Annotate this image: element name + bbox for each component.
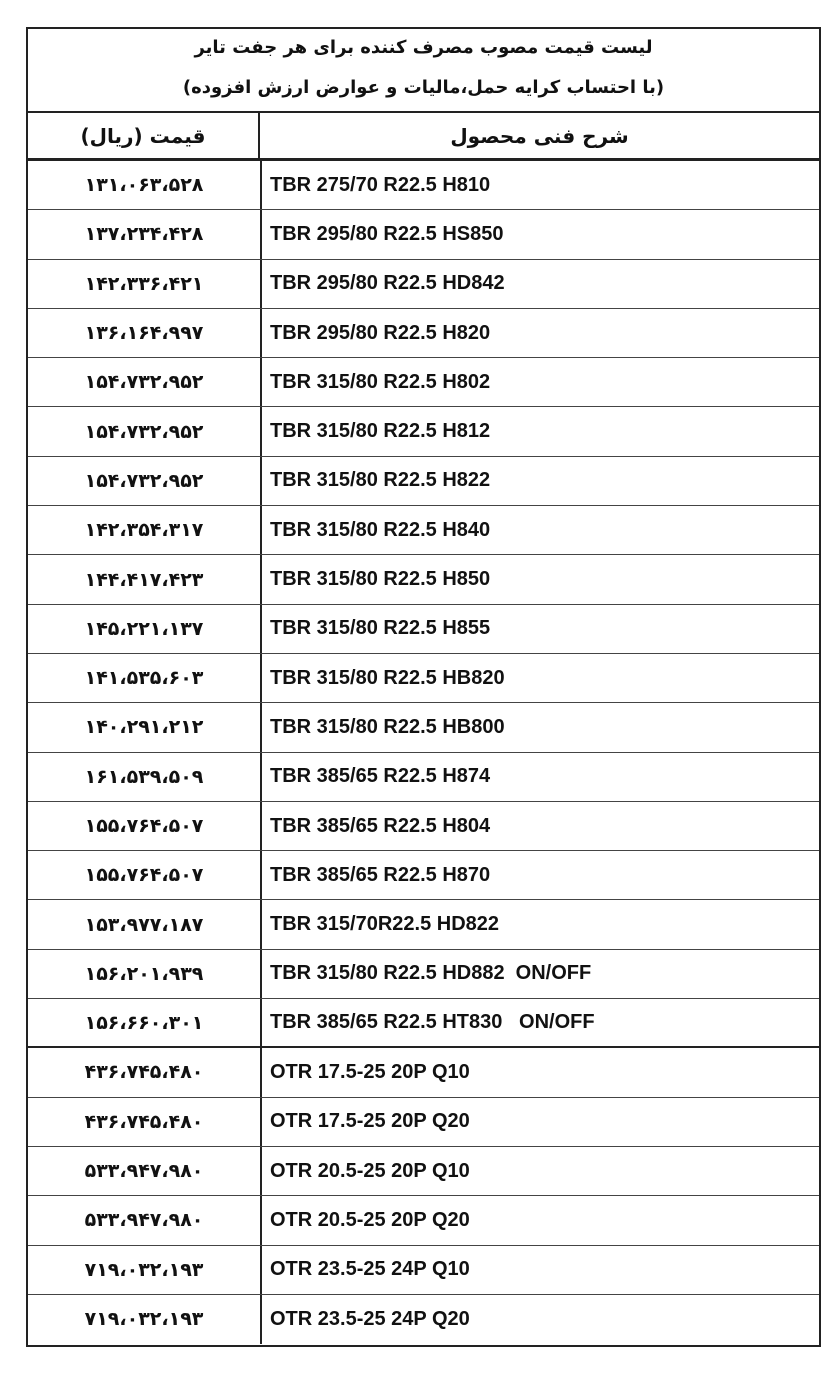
price-list-table bbox=[26, 27, 821, 1347]
description-cell: TBR 385/65 R22.5 H804 bbox=[270, 814, 491, 837]
price-cell: ۱۵۳،۹۷۷،۱۸۷ bbox=[28, 900, 262, 948]
table-row bbox=[28, 654, 819, 703]
table-row bbox=[28, 851, 819, 900]
price-cell: ۴۳۶،۷۴۵،۴۸۰ bbox=[28, 1098, 262, 1146]
table-row bbox=[28, 309, 819, 358]
price-cell: ۱۵۴،۷۳۲،۹۵۲ bbox=[28, 407, 262, 455]
table-row bbox=[28, 1098, 819, 1147]
description-cell: OTR 17.5-25 20P Q10 bbox=[270, 1060, 470, 1083]
price-cell: ۱۳۶،۱۶۴،۹۹۷ bbox=[28, 309, 262, 357]
price-cell: ۷۱۹،۰۳۲،۱۹۳ bbox=[28, 1246, 262, 1294]
document-subtitle: (با احتساب کرایه حمل،مالیات و عوارض ارزش افزوده) bbox=[182, 77, 665, 98]
description-cell: TBR 385/65 R22.5 H874 bbox=[270, 765, 491, 788]
price-cell: ۵۳۳،۹۴۷،۹۸۰ bbox=[28, 1147, 262, 1195]
table-row bbox=[28, 1246, 819, 1295]
header-description: شرح فنی محصول bbox=[450, 123, 629, 148]
table-row bbox=[28, 1147, 819, 1196]
table-row bbox=[28, 358, 819, 407]
description-cell: TBR 295/80 R22.5 HD842 bbox=[270, 272, 505, 295]
description-cell: TBR 385/65 R22.5 HT830 ON/OFF bbox=[270, 1011, 595, 1034]
table-row bbox=[28, 407, 819, 456]
table-row bbox=[28, 802, 819, 851]
description-cell: TBR 315/80 R22.5 HB800 bbox=[270, 715, 505, 738]
price-cell: ۴۳۶،۷۴۵،۴۸۰ bbox=[28, 1048, 262, 1096]
price-cell: ۱۵۴،۷۳۲،۹۵۲ bbox=[28, 457, 262, 505]
table-row bbox=[28, 703, 819, 752]
price-cell: ۱۳۷،۲۳۴،۴۲۸ bbox=[28, 210, 262, 258]
document-title: لیست قیمت مصوب مصرف کننده برای هر جفت تایر bbox=[194, 37, 653, 58]
table-row bbox=[28, 506, 819, 555]
price-cell: ۵۳۳،۹۴۷،۹۸۰ bbox=[28, 1196, 262, 1244]
title-block bbox=[28, 29, 819, 113]
table-row bbox=[28, 900, 819, 949]
price-cell: ۷۱۹،۰۳۲،۱۹۳ bbox=[28, 1295, 262, 1344]
price-cell: ۱۵۴،۷۳۲،۹۵۲ bbox=[28, 358, 262, 406]
table-row bbox=[28, 605, 819, 654]
description-cell: TBR 315/70R22.5 HD822 bbox=[270, 913, 500, 936]
price-cell: ۱۵۶،۶۶۰،۳۰۱ bbox=[28, 999, 262, 1046]
description-cell: OTR 20.5-25 20P Q10 bbox=[270, 1159, 470, 1182]
description-cell: OTR 17.5-25 20P Q20 bbox=[270, 1110, 470, 1133]
description-cell: TBR 385/65 R22.5 H870 bbox=[270, 863, 491, 886]
table-row bbox=[28, 753, 819, 802]
price-cell: ۱۴۴،۴۱۷،۴۲۳ bbox=[28, 555, 262, 603]
table-row bbox=[28, 1295, 819, 1344]
table-row bbox=[28, 161, 819, 210]
table-row bbox=[28, 1048, 819, 1097]
description-cell: TBR 315/80 R22.5 H850 bbox=[270, 568, 491, 591]
price-cell: ۱۵۵،۷۶۴،۵۰۷ bbox=[28, 851, 262, 899]
price-cell: ۱۵۵،۷۶۴،۵۰۷ bbox=[28, 802, 262, 850]
description-cell: TBR 315/80 R22.5 H822 bbox=[270, 469, 491, 492]
description-cell: OTR 20.5-25 20P Q20 bbox=[270, 1208, 470, 1231]
table-row bbox=[28, 457, 819, 506]
price-cell: ۱۴۲،۳۳۶،۴۲۱ bbox=[28, 260, 262, 308]
table-header bbox=[28, 113, 819, 161]
description-cell: TBR 315/80 R22.5 H840 bbox=[270, 518, 491, 541]
description-cell: TBR 315/80 R22.5 H855 bbox=[270, 617, 491, 640]
price-cell: ۱۴۲،۳۵۴،۳۱۷ bbox=[28, 506, 262, 554]
price-cell: ۱۳۱،۰۶۳،۵۲۸ bbox=[28, 161, 262, 209]
description-cell: TBR 295/80 R22.5 H820 bbox=[270, 321, 491, 344]
table-row bbox=[28, 210, 819, 259]
table-row bbox=[28, 260, 819, 309]
price-cell: ۱۴۱،۵۳۵،۶۰۳ bbox=[28, 654, 262, 702]
description-cell: OTR 23.5-25 24P Q10 bbox=[270, 1258, 470, 1281]
description-cell: TBR 315/80 R22.5 HD882 ON/OFF bbox=[270, 962, 592, 985]
table-row bbox=[28, 950, 819, 999]
price-cell: ۱۴۵،۲۲۱،۱۳۷ bbox=[28, 605, 262, 653]
description-cell: TBR 295/80 R22.5 HS850 bbox=[270, 222, 504, 245]
table-row bbox=[28, 999, 819, 1048]
description-cell: TBR 315/80 R22.5 HB820 bbox=[270, 666, 505, 689]
table-row bbox=[28, 1196, 819, 1245]
description-cell: OTR 23.5-25 24P Q20 bbox=[270, 1307, 470, 1330]
price-cell: ۱۶۱،۵۳۹،۵۰۹ bbox=[28, 753, 262, 801]
description-cell: TBR 315/80 R22.5 H812 bbox=[270, 420, 491, 443]
price-cell: ۱۵۶،۲۰۱،۹۳۹ bbox=[28, 950, 262, 998]
description-cell: TBR 275/70 R22.5 H810 bbox=[270, 173, 491, 196]
header-price: قیمت (ریال) bbox=[28, 113, 260, 158]
description-cell: TBR 315/80 R22.5 H802 bbox=[270, 370, 491, 393]
price-cell: ۱۴۰،۲۹۱،۲۱۲ bbox=[28, 703, 262, 751]
table-row bbox=[28, 555, 819, 604]
table-body bbox=[28, 161, 819, 1344]
